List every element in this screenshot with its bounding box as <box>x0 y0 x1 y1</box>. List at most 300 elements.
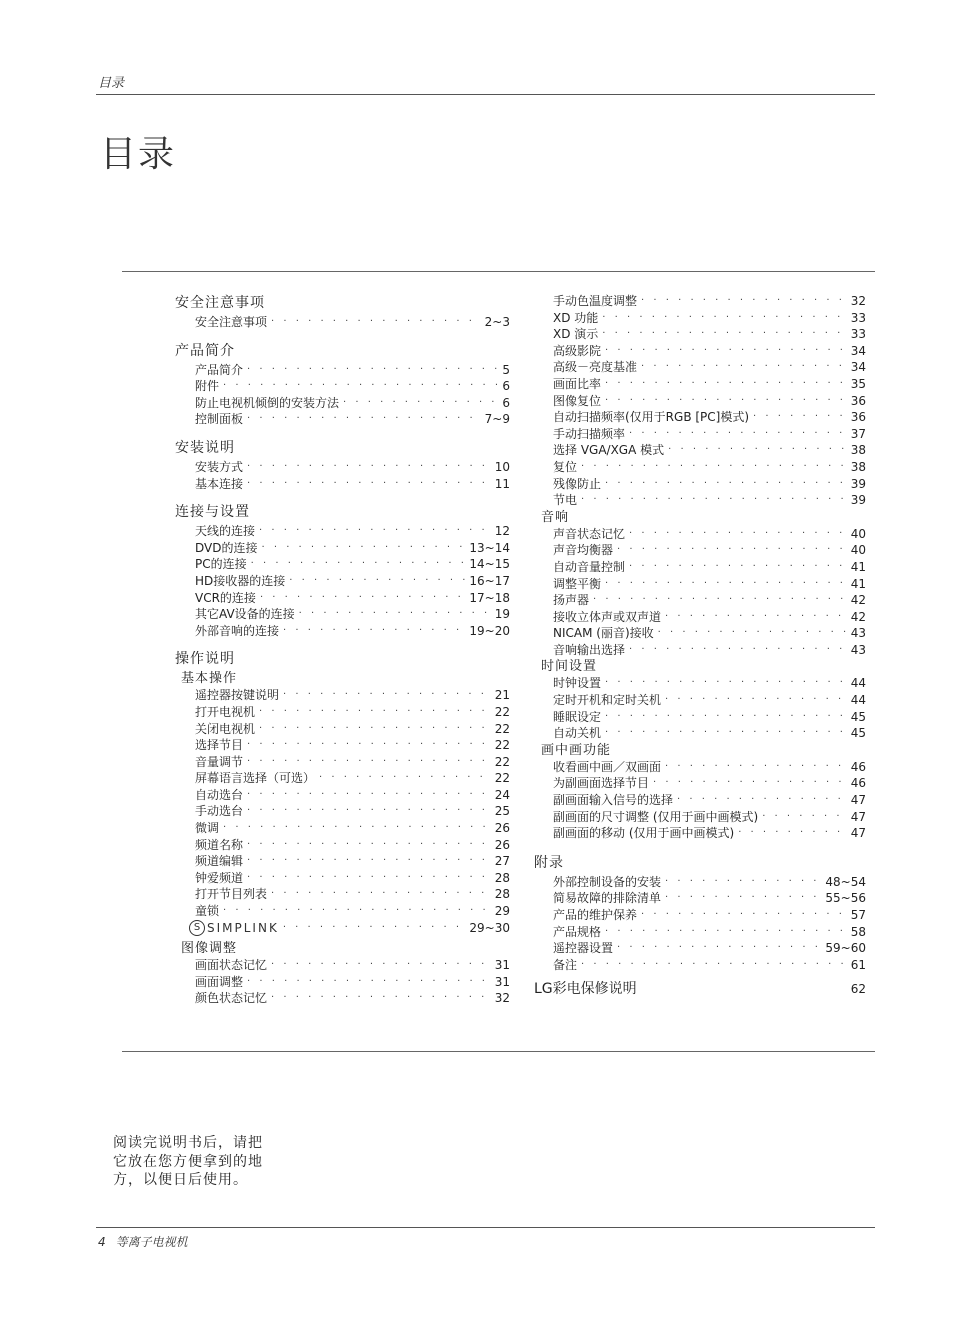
toc-entry-page: 33 <box>850 327 866 342</box>
toc-entry-page: 38 <box>850 459 866 474</box>
toc-entry[interactable] <box>195 870 510 887</box>
toc-entry-page: 28 <box>494 870 510 885</box>
toc-entry-page: 10 <box>494 459 510 474</box>
toc-dot-leader <box>259 523 491 540</box>
toc-dot-leader <box>665 890 821 907</box>
toc-entry-page: 57 <box>850 908 866 922</box>
toc-dot-leader <box>283 687 491 704</box>
toc-entry[interactable] <box>553 809 866 826</box>
toc-dot-leader <box>629 642 847 659</box>
toc-entry[interactable] <box>195 459 510 476</box>
toc-entry-title: 颜色状态记忆 <box>195 991 268 1006</box>
toc-entry-title: 遥控器设置 <box>553 941 614 956</box>
toc-entry-page: 21 <box>494 688 510 703</box>
toc-dot-leader <box>641 293 847 310</box>
toc-entry[interactable] <box>553 609 866 626</box>
toc-top-divider <box>122 271 875 272</box>
toc-entry-title: 自动音量控制 <box>553 559 626 574</box>
toc-entry-page: 55~56 <box>825 891 866 906</box>
toc-entry-title: 手动扫描频率 <box>553 426 626 441</box>
toc-entry-page: 19~20 <box>469 623 510 638</box>
toc-entry-title: 定时开机和定时关机 <box>553 693 662 708</box>
toc-entry-page: 33 <box>850 310 866 325</box>
toc-entry-title: 产品简介 <box>195 362 244 377</box>
toc-entry-title: 安装方式 <box>195 459 244 474</box>
toc-dot-leader <box>223 378 498 395</box>
toc-entry-title: 节电 <box>553 493 578 508</box>
toc-entry[interactable] <box>553 675 866 692</box>
toc-subsection-title: 基本操作 <box>181 671 238 687</box>
toc-dot-leader <box>247 853 491 870</box>
toc-entry[interactable] <box>553 940 866 957</box>
toc-dot-leader <box>641 907 847 924</box>
toc-entry-page: 46 <box>850 776 866 791</box>
toc-entry-page: 39 <box>850 493 866 508</box>
header-divider <box>96 94 875 95</box>
toc-dot-leader <box>762 809 847 826</box>
toc-entry-page: 45 <box>850 726 866 741</box>
toc-entry-title: DVD的连接 <box>195 540 258 555</box>
toc-entry[interactable] <box>195 957 510 974</box>
toc-entry-page: 19 <box>494 607 510 622</box>
toc-entry[interactable] <box>553 642 866 659</box>
toc-dot-leader <box>617 940 821 957</box>
toc-entry-page: 38 <box>850 443 866 458</box>
toc-dot-leader <box>605 924 847 941</box>
toc-entry[interactable] <box>195 362 510 379</box>
toc-entry-page: 13~14 <box>469 540 510 555</box>
toc-entry[interactable] <box>553 293 866 310</box>
toc-entry[interactable] <box>553 725 866 742</box>
toc-entry-title: 调整平衡 <box>553 576 602 591</box>
toc-entry-title: 时钟设置 <box>553 676 602 691</box>
toc-entry-page: 11 <box>494 476 510 491</box>
toc-entry-title: 打开节目列表 <box>195 887 268 902</box>
toc-entry-warranty[interactable] <box>534 978 866 1000</box>
toc-entry[interactable] <box>553 393 866 410</box>
toc-entry[interactable] <box>195 540 510 557</box>
toc-dot-leader <box>605 393 847 410</box>
toc-dot-leader <box>602 326 846 343</box>
toc-dot-leader <box>271 314 481 331</box>
toc-entry-title: XD 功能 <box>553 310 599 325</box>
toc-dot-leader <box>593 592 847 609</box>
toc-entry-page: 39 <box>850 476 866 491</box>
footer <box>98 1233 188 1250</box>
toc-entry-title: 副画面的尺寸调整 (仅用于画中画模式) <box>553 809 759 824</box>
toc-section-title: 连接与设置 <box>175 504 250 521</box>
toc-entry[interactable] <box>195 787 510 804</box>
reading-note: 阅读完说明书后，请把它放在您方便拿到的地方，以便日后使用。 <box>113 1135 263 1188</box>
toc-entry-title: 频道编辑 <box>195 854 244 869</box>
toc-entry[interactable] <box>195 903 510 920</box>
toc-entry-page: 26 <box>494 837 510 852</box>
toc-dot-leader <box>665 692 847 709</box>
toc-dot-leader <box>605 343 847 360</box>
toc-entry-title: 选择节目 <box>195 738 244 753</box>
toc-dot-leader <box>247 974 491 991</box>
toc-dot-leader <box>668 442 847 459</box>
toc-entry-title: 钟爱频道 <box>195 870 244 885</box>
toc-entry[interactable] <box>195 314 510 331</box>
toc-entry-page: 31 <box>494 974 510 989</box>
toc-entry-title: 音量调节 <box>195 754 244 769</box>
toc-entry[interactable] <box>553 957 866 974</box>
toc-dot-leader <box>617 542 847 559</box>
toc-entry-title: XD 演示 <box>553 327 599 342</box>
toc-section-title: 操作说明 <box>175 651 235 668</box>
toc-entry-page: 59~60 <box>825 941 866 956</box>
toc-dot-leader <box>665 609 847 626</box>
toc-dot-leader <box>581 459 847 476</box>
toc-dot-leader <box>605 725 847 742</box>
toc-entry-page: 37 <box>850 426 866 441</box>
toc-dot-leader <box>223 820 491 837</box>
toc-entry-title: 扬声器 <box>553 593 590 608</box>
toc-entry[interactable] <box>553 874 866 891</box>
toc-section-title: 音响 <box>541 509 570 525</box>
toc-entry[interactable] <box>553 426 866 443</box>
toc-section-title: 安装说明 <box>175 439 235 456</box>
toc-bottom-divider <box>122 1051 875 1052</box>
toc-dot-leader <box>247 411 481 428</box>
toc-entry-title: 画面状态记忆 <box>195 958 268 973</box>
toc-entry[interactable] <box>553 775 866 792</box>
toc-entry[interactable] <box>553 907 866 924</box>
toc-dot-leader <box>259 704 491 721</box>
toc-entry-title: 手动选台 <box>195 804 244 819</box>
toc-entry[interactable] <box>195 523 510 540</box>
toc-entry[interactable] <box>553 459 866 476</box>
toc-entry-page: 22 <box>494 738 510 753</box>
toc-entry-page: 47 <box>850 826 866 841</box>
toc-dot-leader <box>665 874 821 891</box>
toc-entry-page: 34 <box>850 360 866 375</box>
toc-entry-title: 副画面的移动 (仅用于画中画模式) <box>553 826 735 841</box>
toc-dot-leader <box>259 721 491 738</box>
toc-entry-page: 34 <box>850 343 866 358</box>
simplink-logo <box>189 920 279 937</box>
toc-entry-simplink[interactable] <box>195 920 510 937</box>
toc-dot-leader <box>247 787 491 804</box>
toc-entry-page: 48~54 <box>825 874 866 889</box>
toc-left-column <box>175 293 510 1007</box>
toc-entry[interactable] <box>553 526 866 543</box>
toc-dot-leader <box>605 576 847 593</box>
toc-entry[interactable] <box>553 343 866 360</box>
toc-entry[interactable] <box>195 803 510 820</box>
toc-entry[interactable] <box>195 837 510 854</box>
toc-entry-title: 接收立体声或双声道 <box>553 609 662 624</box>
toc-entry-page: 28 <box>494 887 510 902</box>
toc-entry-page: 40 <box>850 543 866 558</box>
toc-entry-title: 基本连接 <box>195 476 244 491</box>
toc-entry[interactable] <box>195 974 510 991</box>
toc-dot-leader <box>605 675 847 692</box>
toc-entry-title: 产品规格 <box>553 924 602 939</box>
toc-entry-page: 27 <box>494 854 510 869</box>
toc-entry[interactable] <box>195 820 510 837</box>
toc-entry-page: 62 <box>850 982 866 997</box>
toc-entry-page: 47 <box>850 809 866 824</box>
toc-entry[interactable] <box>553 376 866 393</box>
toc-entry-page: 40 <box>850 526 866 541</box>
toc-dot-leader <box>602 310 846 327</box>
toc-dot-leader <box>271 990 491 1007</box>
toc-entry[interactable] <box>553 709 866 726</box>
toc-entry-title: 副画面输入信号的选择 <box>553 793 674 808</box>
toc-entry-title: 打开电视机 <box>195 704 256 719</box>
toc-dot-leader <box>247 754 491 771</box>
toc-entry-title: 高级－亮度基准 <box>553 360 638 375</box>
toc-entry[interactable] <box>195 623 510 640</box>
toc-entry-page: 12 <box>494 524 510 539</box>
toc-entry-page: 45 <box>850 709 866 724</box>
toc-dot-leader <box>247 476 491 493</box>
toc-dot-leader <box>247 459 491 476</box>
toc-entry-title: 外部控制设备的安装 <box>553 874 662 889</box>
toc-entry-title: 音响输出选择 <box>553 642 626 657</box>
toc-entry-page: 42 <box>850 593 866 608</box>
toc-entry-title: 手动色温度调整 <box>553 294 638 308</box>
toc-dot-leader <box>283 623 465 640</box>
toc-dot-leader <box>653 775 847 792</box>
toc-entry[interactable] <box>553 359 866 376</box>
toc-entry-page: 41 <box>850 559 866 574</box>
toc-entry-title: 自动扫描频率(仅用于RGB [PC]模式) <box>553 410 750 425</box>
toc-entry-page: 32 <box>850 294 866 308</box>
toc-dot-leader <box>753 409 847 426</box>
toc-entry-title: 复位 <box>553 459 578 474</box>
toc-entry-title: PC的连接 <box>195 557 247 572</box>
toc-entry-title: 高级影院 <box>553 343 602 358</box>
toc-entry-title: 画面调整 <box>195 974 244 989</box>
toc-entry[interactable] <box>553 492 866 509</box>
toc-entry-title: 备注 <box>553 957 578 972</box>
toc-entry-page: 5 <box>502 362 510 377</box>
toc-entry[interactable] <box>553 825 866 842</box>
toc-entry-title: 收看画中画／双画面 <box>553 759 662 774</box>
toc-entry[interactable] <box>195 721 510 738</box>
toc-section-title: 时间设置 <box>541 659 598 675</box>
toc-entry-title: 睡眠设定 <box>553 709 602 724</box>
toc-entry-page: 44 <box>850 676 866 691</box>
toc-entry-page: 36 <box>850 410 866 425</box>
toc-entry-title: 简易故障的排除清单 <box>553 891 662 906</box>
toc-entry[interactable] <box>553 692 866 709</box>
toc-entry[interactable] <box>553 326 866 343</box>
toc-section-title: 附录 <box>534 854 564 871</box>
simplink-ring-icon: S <box>189 920 205 936</box>
toc-entry-page: 46 <box>850 759 866 774</box>
toc-entry-page: 58 <box>850 924 866 939</box>
toc-dot-leader <box>271 886 491 903</box>
toc-entry[interactable] <box>195 770 510 787</box>
toc-dot-leader <box>251 556 466 573</box>
toc-entry[interactable] <box>195 687 510 704</box>
toc-dot-leader <box>223 903 491 920</box>
toc-dot-leader <box>247 737 491 754</box>
toc-entry-title: 图像复位 <box>553 393 602 408</box>
toc-entry-page: 43 <box>850 642 866 657</box>
toc-entry[interactable] <box>195 556 510 573</box>
toc-entry-page: 41 <box>850 576 866 591</box>
toc-entry[interactable] <box>195 573 510 590</box>
toc-entry-page: 17~18 <box>469 590 510 605</box>
toc-entry[interactable] <box>553 924 866 941</box>
toc-dot-leader <box>247 870 491 887</box>
toc-entry-page: 22 <box>494 771 510 786</box>
toc-entry-page: 6 <box>502 395 510 410</box>
toc-entry[interactable] <box>553 890 866 907</box>
toc-entry-page: 6 <box>502 379 510 394</box>
toc-entry-title: 附件 <box>195 379 220 394</box>
toc-entry[interactable] <box>553 476 866 493</box>
toc-entry-page: 7~9 <box>484 412 510 427</box>
toc-entry-title: 自动关机 <box>553 726 602 741</box>
toc-entry-title: 自动选台 <box>195 787 244 802</box>
toc-entry-title: 频道名称 <box>195 837 244 852</box>
toc-dot-leader <box>581 492 847 509</box>
toc-entry-title: 外部音响的连接 <box>195 623 280 638</box>
toc-entry-page: 22 <box>494 721 510 736</box>
toc-dot-leader <box>605 376 847 393</box>
toc-entry-title: 选择 VGA/XGA 模式 <box>553 443 665 458</box>
toc-entry[interactable] <box>553 592 866 609</box>
toc-entry[interactable] <box>553 759 866 776</box>
toc-dot-leader <box>319 770 491 787</box>
toc-entry-title: 童锁 <box>195 904 220 919</box>
toc-dot-leader <box>247 803 491 820</box>
toc-dot-leader <box>658 625 847 642</box>
toc-entry-page: 42 <box>850 609 866 624</box>
toc-entry-page: 36 <box>850 393 866 408</box>
toc-entry[interactable] <box>195 737 510 754</box>
toc-dot-leader <box>605 476 847 493</box>
toc-entry[interactable] <box>195 754 510 771</box>
toc-entry-title: 屏幕语言选择（可选） <box>195 771 316 786</box>
toc-entry-page: 16~17 <box>469 573 510 588</box>
toc-entry-title: 微调 <box>195 821 220 836</box>
toc-entry[interactable] <box>195 990 510 1007</box>
toc-entry-title: NICAM (丽音)接收 <box>553 626 654 641</box>
toc-entry-title: 声音均衡器 <box>553 543 614 558</box>
footer-product: 等离子电视机 <box>115 1235 188 1249</box>
toc-dot-leader <box>247 837 491 854</box>
toc-entry-title: 关闭电视机 <box>195 721 256 736</box>
toc-entry-page: 2~3 <box>484 315 510 329</box>
toc-entry[interactable] <box>553 792 866 809</box>
toc-entry[interactable] <box>553 542 866 559</box>
toc-dot-leader <box>605 709 847 726</box>
toc-entry-page: 24 <box>494 787 510 802</box>
toc-dot-leader <box>343 395 498 412</box>
toc-entry-title: LG彩电保修说明 <box>534 981 637 998</box>
toc-entry[interactable] <box>195 476 510 493</box>
toc-entry[interactable] <box>553 576 866 593</box>
toc-entry-page: 32 <box>494 991 510 1006</box>
toc-subsection-title: 图像调整 <box>181 941 238 957</box>
toc-dot-leader <box>629 526 847 543</box>
toc-entry-title: 防止电视机倾倒的安装方法 <box>195 395 340 410</box>
toc-section-title: 安全注意事项 <box>175 295 265 311</box>
toc-entry[interactable] <box>553 625 866 642</box>
toc-right-column <box>534 293 866 1000</box>
toc-entry[interactable] <box>195 411 510 428</box>
simplink-text: SIMPLINK <box>207 920 279 935</box>
toc-entry-page: 14~15 <box>469 557 510 572</box>
toc-entry-title: 为副画面选择节目 <box>553 776 650 791</box>
toc-entry-page: 47 <box>850 793 866 808</box>
toc-entry-page: 31 <box>494 958 510 973</box>
toc-entry[interactable] <box>195 378 510 395</box>
toc-entry-page: 43 <box>850 626 866 641</box>
toc-dot-leader <box>677 792 847 809</box>
toc-entry[interactable] <box>195 606 510 623</box>
toc-entry-page: 26 <box>494 821 510 836</box>
toc-section-title: 产品简介 <box>175 342 235 359</box>
toc-entry-title: 残像防止 <box>553 476 602 491</box>
toc-entry-title: 遥控器按键说明 <box>195 688 280 703</box>
toc-dot-leader <box>299 606 491 623</box>
toc-entry[interactable] <box>195 886 510 903</box>
toc-entry-title: 其它AV设备的连接 <box>195 607 295 622</box>
header-label: 目录 <box>98 76 125 91</box>
toc-entry[interactable] <box>195 853 510 870</box>
toc-entry[interactable] <box>553 442 866 459</box>
toc-entry[interactable] <box>195 395 510 412</box>
toc-dot-leader <box>261 540 465 557</box>
footer-page-number: 4 <box>98 1235 106 1249</box>
toc-entry-title: 产品的维护保养 <box>553 908 638 922</box>
toc-entry-title: 安全注意事项 <box>195 315 268 329</box>
toc-entry-page: 29~30 <box>469 920 510 935</box>
toc-entry-page: 35 <box>850 376 866 391</box>
toc-dot-leader <box>665 759 847 776</box>
toc-entry-title: 画面比率 <box>553 376 602 391</box>
toc-entry[interactable] <box>553 559 866 576</box>
toc-dot-leader <box>738 825 847 842</box>
toc-entry-page: 61 <box>850 957 866 972</box>
toc-entry-page: 22 <box>494 754 510 769</box>
toc-entry-page: 25 <box>494 804 510 819</box>
toc-dot-leader <box>629 559 847 576</box>
toc-entry-title: 天线的连接 <box>195 524 256 539</box>
toc-entry-page: 29 <box>494 904 510 919</box>
toc-dot-leader <box>260 590 465 607</box>
toc-entry[interactable] <box>195 590 510 607</box>
toc-dot-leader <box>289 573 465 590</box>
toc-dot-leader <box>581 957 847 974</box>
toc-entry-title: VCR的连接 <box>195 590 256 605</box>
toc-entry-title: HD接收器的连接 <box>195 573 286 588</box>
toc-dot-leader <box>629 426 847 443</box>
toc-entry-title: 控制面板 <box>195 412 244 427</box>
toc-entry-title: 声音状态记忆 <box>553 526 626 541</box>
toc-dot-leader <box>271 957 491 974</box>
toc-dot-leader <box>247 362 498 379</box>
toc-entry-page: 44 <box>850 693 866 708</box>
toc-entry[interactable] <box>553 310 866 327</box>
footer-divider <box>96 1227 875 1228</box>
toc-dot-leader <box>641 359 847 376</box>
toc-entry[interactable] <box>195 704 510 721</box>
toc-entry[interactable] <box>553 409 866 426</box>
toc-entry-page: 22 <box>494 704 510 719</box>
toc-section-title: 画中画功能 <box>541 742 612 758</box>
toc-dot-leader <box>283 920 466 937</box>
page-title: 目录 <box>100 134 177 175</box>
